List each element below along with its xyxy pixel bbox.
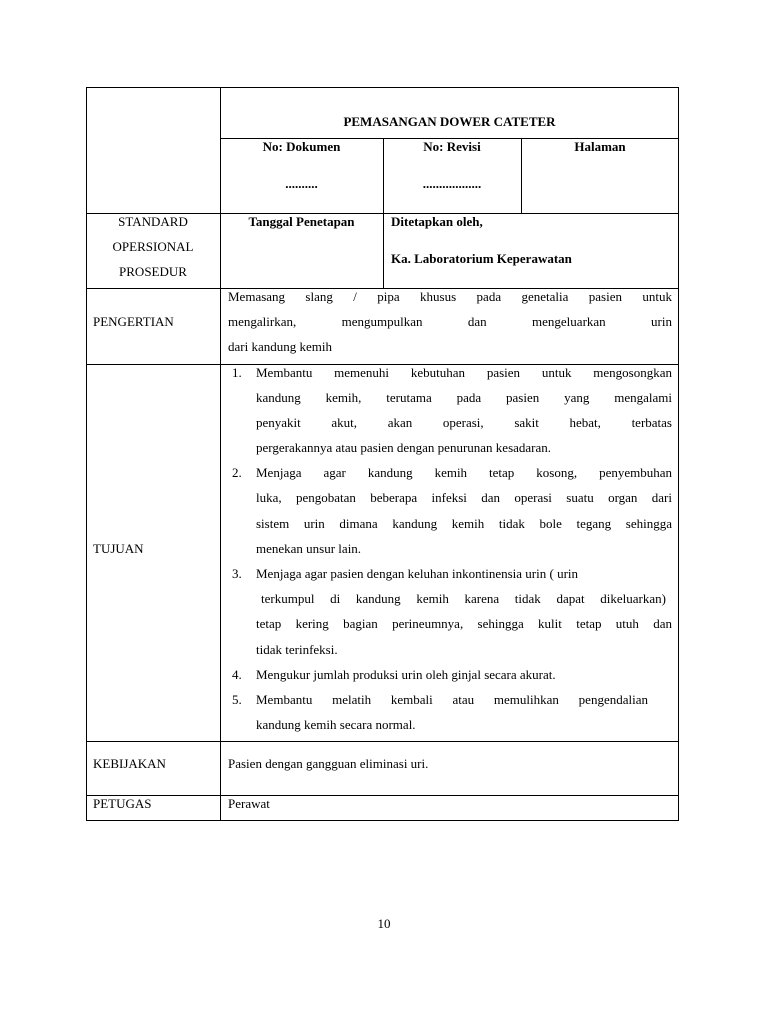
kebijakan-label: KEBIJAKAN <box>93 756 166 771</box>
revision-label: No: Revisi <box>423 139 481 154</box>
list-item: Membantu memenuhi kebutuhan pasien untuk mengosongkan <box>256 365 672 380</box>
list-item: tidak terinfeksi. <box>256 642 338 657</box>
list-number: 3. <box>232 566 242 581</box>
kebijakan-text: Pasien dengan gangguan eliminasi uri. <box>228 756 429 771</box>
revision-value: .................. <box>422 176 482 191</box>
pengertian-label: PENGERTIAN <box>93 314 174 329</box>
list-number: 2. <box>232 465 242 480</box>
pengertian-line: Memasang slang / pipa khusus pada genetalia pasien untuk <box>228 289 672 304</box>
sop-label-line: OPERSIONAL <box>112 239 194 254</box>
list-item: kandung kemih, terutama pada pasien yang mengalami <box>256 390 672 405</box>
list-item: tetap kering bagian perineumnya, sehingga kulit tetap utuh dan <box>256 616 672 631</box>
sop-label-line: STANDARD <box>118 214 188 229</box>
list-item: penyakit akut, akan operasi, sakit hebat, terbatas <box>256 415 672 430</box>
list-number: 1. <box>232 365 242 380</box>
list-item: luka, pengobatan beberapa infeksi dan operasi suatu organ dari <box>256 490 672 505</box>
list-number: 5. <box>232 692 242 707</box>
page-number: 10 <box>377 916 391 931</box>
petugas-label: PETUGAS <box>93 796 152 811</box>
list-item: Menjaga agar pasien dengan keluhan inkontinensia urin ( urin <box>256 566 579 581</box>
petugas-text: Perawat <box>228 796 270 811</box>
row-divider <box>86 795 679 796</box>
pengertian-line: mengalirkan, mengumpulkan dan mengeluarkan urin <box>228 314 672 329</box>
document-title: PEMASANGAN DOWER CATETER <box>343 114 556 129</box>
list-item: pergerakannya atau pasien dengan penurunan kesadaran. <box>256 440 552 455</box>
list-item: Mengukur jumlah produksi urin oleh ginjal secara akurat. <box>256 667 556 682</box>
list-item: sistem urin dimana kandung kemih tidak bole tegang sehingga <box>256 516 672 531</box>
list-item: kandung kemih secara normal. <box>256 717 416 732</box>
page-label: Halaman <box>574 139 626 154</box>
list-item: Menjaga agar kandung kemih tetap kosong, penyembuhan <box>256 465 672 480</box>
date-label: Tanggal Penetapan <box>248 214 355 229</box>
doc-number-value: .......... <box>285 176 318 191</box>
list-item: menekan unsur lain. <box>256 541 362 556</box>
list-number: 4. <box>232 667 242 682</box>
list-item: terkumpul di kandung kemih karena tidak dapat dikeluarkan) <box>261 591 666 606</box>
sop-label-line: PROSEDUR <box>119 264 187 279</box>
approved-by: Ka. Laboratorium Keperawatan <box>391 251 572 266</box>
tujuan-label: TUJUAN <box>93 541 144 556</box>
list-item: Membantu melatih kembali atau memulihkan pengendalian <box>256 692 648 707</box>
row-divider <box>86 741 679 742</box>
doc-number-label: No: Dokumen <box>262 139 341 154</box>
approved-label: Ditetapkan oleh, <box>391 214 483 229</box>
pengertian-line: dari kandung kemih <box>228 339 332 354</box>
column-divider <box>220 87 221 821</box>
